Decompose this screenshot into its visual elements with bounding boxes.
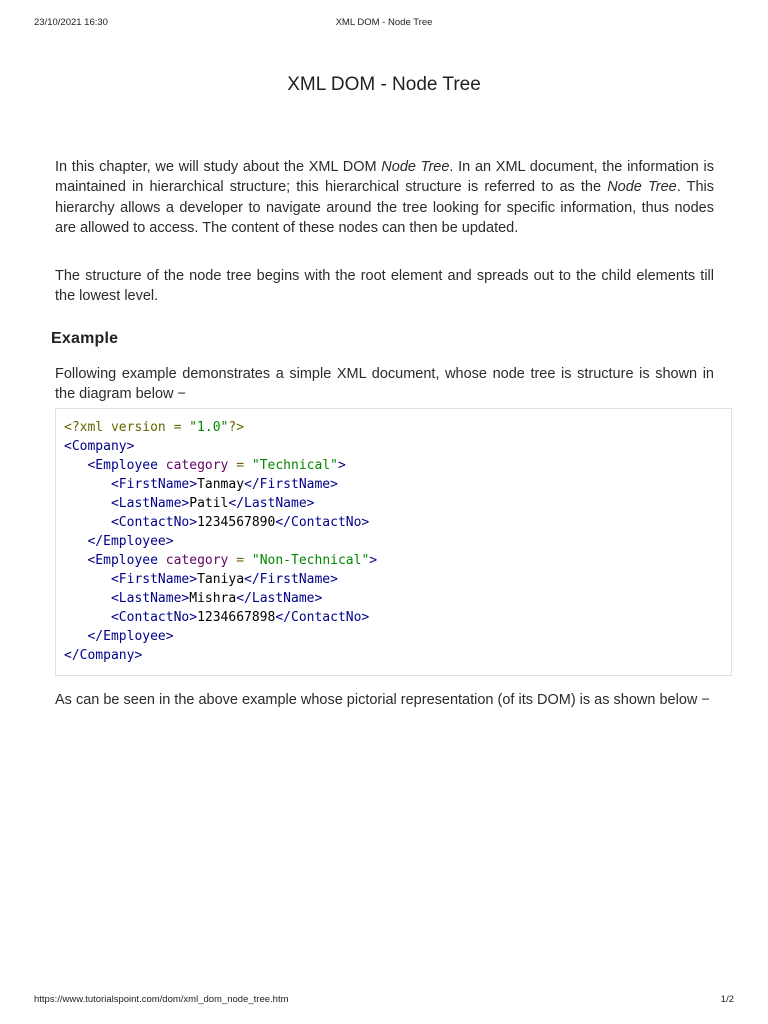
contactno-close-tag: </ContactNo> xyxy=(275,515,370,530)
code-line xyxy=(64,627,174,646)
contactno-open-tag: <ContactNo> xyxy=(110,610,198,625)
example-intro-paragraph xyxy=(55,364,714,405)
firstname-open-tag: <FirstName> xyxy=(110,477,198,492)
lastname-close-tag: </LastName> xyxy=(236,591,323,606)
lastname-value: Patil xyxy=(189,496,229,511)
tag-close-bracket: > xyxy=(337,458,346,473)
intro-paragraph-1 xyxy=(55,157,714,238)
intro-p2-text: The structure of the node tree begins with the root element and spreads out to the child elements till the lowest level. xyxy=(55,268,714,305)
contactno-value: 1234567890 xyxy=(197,515,276,530)
code-equals: = xyxy=(236,553,245,568)
firstname-close-tag: </FirstName> xyxy=(244,572,338,587)
lastname-value: Mishra xyxy=(189,591,237,606)
lastname-close-tag: </LastName> xyxy=(228,496,315,511)
category-attribute: category xyxy=(165,458,229,473)
xml-declaration-open: <?xml version xyxy=(64,420,174,435)
firstname-close-tag: </FirstName> xyxy=(244,477,338,492)
code-line xyxy=(64,551,377,570)
category-attribute: category xyxy=(165,553,229,568)
employee-close-tag: </Employee> xyxy=(87,534,174,549)
print-footer-page-number: 1/2 xyxy=(720,994,734,1005)
page-title: XML DOM - Node Tree xyxy=(287,74,481,95)
code-line xyxy=(64,437,134,456)
firstname-value: Tanmay xyxy=(197,477,245,492)
company-open-tag: <Company> xyxy=(64,439,135,454)
xml-declaration-close: ?> xyxy=(228,420,245,435)
code-line xyxy=(64,589,322,608)
example-heading: Example xyxy=(51,330,119,347)
employee-close-tag: </Employee> xyxy=(87,629,174,644)
node-tree-term: Node Tree xyxy=(607,179,677,196)
tag-close-bracket: > xyxy=(369,553,378,568)
code-line xyxy=(64,608,369,627)
intro-p1-text-a: In this chapter, we will study about the XML DOM xyxy=(55,159,382,175)
intro-paragraph-2 xyxy=(55,266,714,307)
firstname-value: Taniya xyxy=(197,572,245,587)
code-line xyxy=(64,646,142,665)
code-block xyxy=(55,408,732,676)
code-line xyxy=(64,418,244,437)
lastname-open-tag: <LastName> xyxy=(110,496,190,511)
after-code-text: As can be seen in the above example whose pictorial representation (of its DOM) is as shown below − xyxy=(55,692,710,708)
code-line xyxy=(64,475,338,494)
example-intro-text: Following example demonstrates a simple XML document, whose node tree is structure is shown in the diagram below − xyxy=(55,366,714,403)
code-equals: = xyxy=(173,420,182,435)
print-header-datetime: 23/10/2021 16:30 xyxy=(34,17,108,28)
contactno-open-tag: <ContactNo> xyxy=(110,515,198,530)
node-tree-term: Node Tree xyxy=(381,159,450,175)
firstname-open-tag: <FirstName> xyxy=(110,572,198,587)
print-header-title: XML DOM - Node Tree xyxy=(335,17,433,28)
code-line xyxy=(64,456,346,475)
code-line xyxy=(64,570,338,589)
code-equals: = xyxy=(236,458,245,473)
company-close-tag: </Company> xyxy=(64,648,143,663)
contactno-close-tag: </ContactNo> xyxy=(275,610,370,625)
xml-version-value: "1.0" xyxy=(189,420,229,435)
employee-open-tag: <Employee xyxy=(87,458,158,473)
code-line xyxy=(64,513,369,532)
category-value: "Technical" xyxy=(251,458,338,473)
category-value: "Non-Technical" xyxy=(251,553,370,568)
after-code-paragraph xyxy=(55,690,714,710)
code-line xyxy=(64,494,314,513)
intro-p1-text-c: . This hierarchy allows a developer to navigate around the tree looking for specific information, thus nodes are allowed to access. The content of these nodes can then be updated. xyxy=(55,179,714,236)
intro-p1-text-b: . In an XML document, the information is maintained in hierarchical structure; this hierarchical structure is referred to as the xyxy=(55,159,714,196)
lastname-open-tag: <LastName> xyxy=(110,591,190,606)
print-footer-url: https://www.tutorialspoint.com/dom/xml_dom_node_tree.htm xyxy=(34,994,289,1005)
code-line xyxy=(64,532,174,551)
employee-open-tag: <Employee xyxy=(87,553,158,568)
contactno-value: 1234667898 xyxy=(197,610,276,625)
